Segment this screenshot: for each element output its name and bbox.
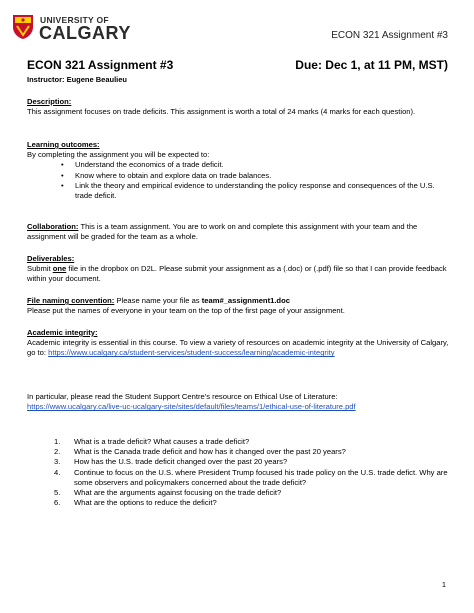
header-course-title: ECON 321 Assignment #3	[331, 30, 448, 41]
list-item	[54, 437, 449, 447]
outcomes-section	[27, 140, 449, 201]
outcomes-intro: By completing the assignment you will be expected to:	[27, 150, 210, 160]
list-item: • Understand the economics of a trade deficit.	[75, 160, 449, 170]
naming-text: Please name your file as	[114, 296, 202, 305]
integrity-body: Academic integrity is essential in this course. To view a variety of resources on academic integrity at the University of Calgary, go to:	[27, 338, 449, 358]
naming-section	[27, 296, 449, 316]
page-title: ECON 321 Assignment #3	[27, 58, 174, 72]
deliverables-heading: Deliverables:	[27, 254, 75, 263]
questions-list	[27, 437, 449, 508]
naming-line	[27, 296, 449, 306]
naming-text2: Please put the names of everyone in your team on the top of the first page of your assignment.	[27, 306, 345, 316]
description-heading: Description:	[27, 97, 72, 106]
questions-section	[27, 437, 449, 508]
title-row	[27, 58, 448, 74]
deliverables-pre: Submit	[27, 264, 53, 274]
list-item	[54, 467, 449, 488]
integrity-text2: In particular, please read the Student Support Centre’s resource on Ethical Use of Literature:	[27, 392, 338, 401]
collaboration-text: This is a team assignment. You are to work on and complete this assignment with your team and the assignment will be graded for the team as a whole.	[27, 222, 418, 242]
description-section	[27, 97, 449, 117]
list-item	[54, 457, 449, 467]
question-text: How has the U.S. trade deficit changed over the past 20 years?	[74, 457, 288, 467]
university-logo	[12, 14, 152, 54]
integrity-section	[27, 328, 449, 359]
question-number: 1.	[54, 437, 61, 446]
integrity-heading: Academic integrity:	[27, 328, 98, 337]
outcomes-list	[27, 160, 449, 201]
list-item	[54, 447, 449, 457]
question-number: 5.	[54, 488, 61, 498]
naming-filename: team#_assignment1.doc	[201, 296, 290, 305]
ethical-use-link[interactable]: https://www.ucalgary.ca/live-uc-ucalgary-site/sites/default/files/teams/1/ethical-use-of-literature.pdf	[27, 402, 356, 412]
due-date: Due: Dec 1, at 11 PM, MST)	[295, 58, 448, 72]
question-number: 6.	[54, 498, 61, 508]
deliverables-one: one	[52, 264, 67, 274]
academic-integrity-link[interactable]: https://www.ucalgary.ca/student-services/student-success/learning/academic-integrity	[48, 348, 335, 358]
question-number: 4.	[54, 467, 61, 477]
list-item: • Know where to obtain and explore data on trade balances.	[75, 171, 449, 181]
outcomes-heading: Learning outcomes:	[27, 140, 100, 149]
deliverables-text	[27, 264, 449, 284]
list-item	[54, 498, 449, 508]
naming-label: File naming convention:	[27, 296, 115, 305]
question-text: What are the arguments against focusing on the trade deficit?	[74, 488, 282, 498]
list-item	[54, 488, 449, 498]
question-number: 3.	[54, 457, 61, 467]
integrity-section-2	[27, 392, 449, 412]
list-item: • Link the theory and empirical evidence to understanding the policy response and consequences of the U.S. trade deficit.	[75, 181, 449, 201]
deliverables-post: file in the dropbox on D2L. Please submit your assignment as a (.doc) or (.pdf) file so that I can provide feedback within your document.	[27, 264, 447, 284]
deliverables-section	[27, 254, 449, 285]
collaboration-section	[27, 222, 449, 242]
collaboration-label: Collaboration:	[27, 222, 79, 231]
logo-text-small: UNIVERSITY OF	[40, 15, 109, 25]
instructor-line: Instructor: Eugene Beaulieu	[27, 75, 128, 84]
question-text: What is a trade deficit? What causes a trade deficit?	[74, 437, 250, 446]
question-text: What are the options to reduce the deficit?	[74, 498, 217, 508]
integrity-text	[27, 338, 449, 358]
question-text: What is the Canada trade deficit and how has it changed over the past 20 years?	[74, 447, 346, 457]
question-text: Continue to focus on the U.S. where President Trump focused his trade policy on the U.S. trade defict. Why are some observers and policymakers concerned about the trade deficit?	[74, 467, 448, 487]
logo-text-big: CALGARY	[39, 23, 131, 43]
shield-icon	[12, 14, 34, 40]
question-number: 2.	[54, 447, 61, 457]
page-number: 1	[441, 580, 446, 589]
description-text: This assignment focuses on trade deficits. This assignment is worth a total of 24 marks (4 marks for each question).	[27, 107, 416, 117]
